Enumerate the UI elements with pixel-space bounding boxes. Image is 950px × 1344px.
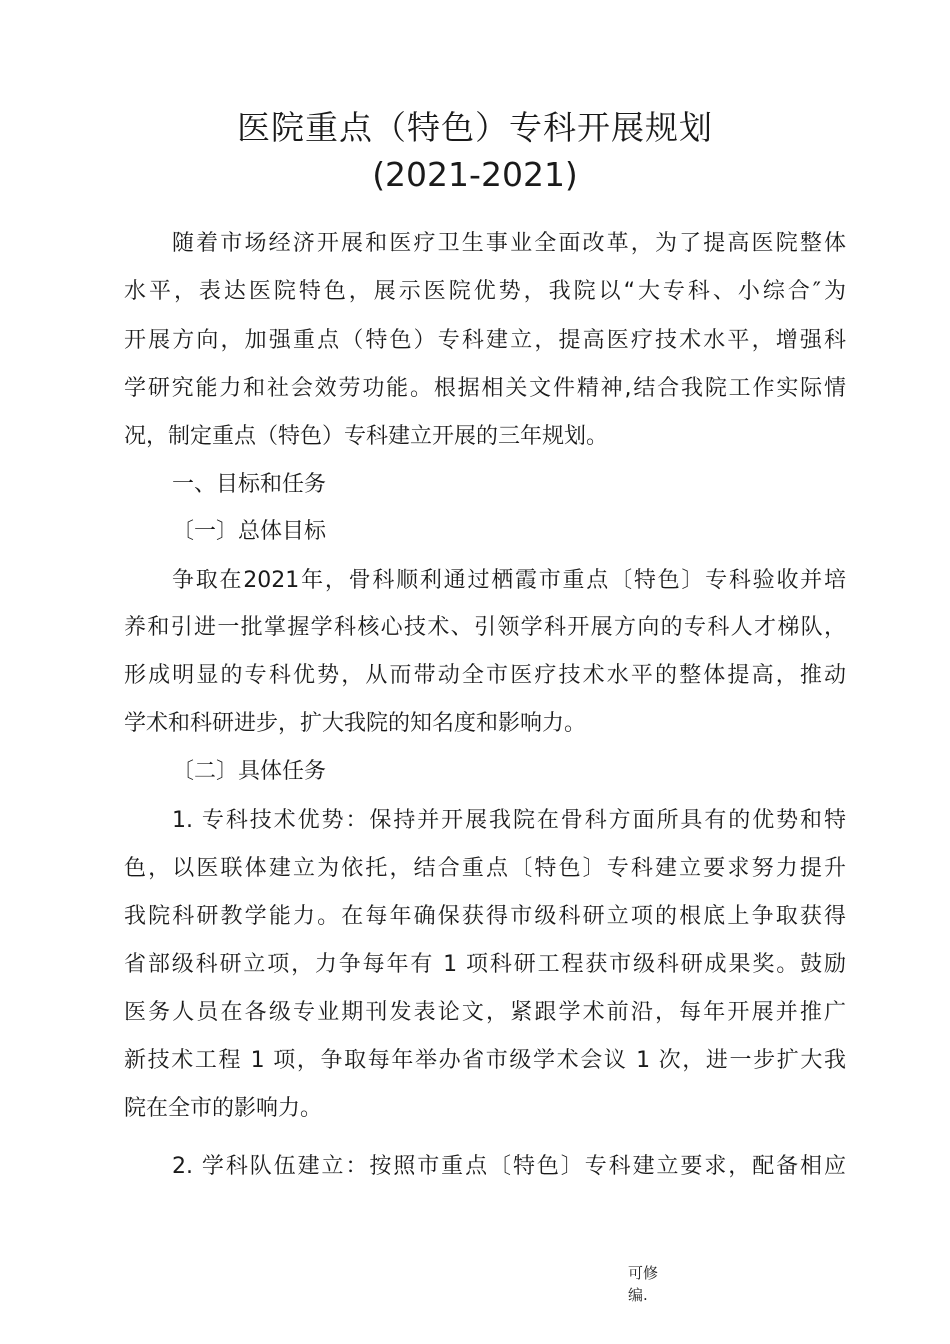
- footer-text-line1: 可修: [628, 1264, 659, 1282]
- footer-text-line2: 编.: [628, 1286, 648, 1304]
- paragraph-line: 况，制定重点（特色）专科建立开展的三年规划。: [124, 424, 609, 449]
- document-subtitle: (2021-2021): [372, 155, 578, 194]
- paragraph-line: 我院科研教学能力。在每年确保获得市级科研立项的根底上争取获得: [124, 904, 846, 929]
- paragraph-line: 水平，表达医院特色，展示医院优势，我院以“大专科、小综合″为: [124, 279, 846, 304]
- subsection-heading: 〔二〕具体任务: [172, 759, 327, 784]
- paragraph-line: 色，以医联体建立为依托，结合重点〔特色〕专科建立要求努力提升: [124, 856, 846, 881]
- paragraph-line: 开展方向，加强重点（特色）专科建立，提高医疗技术水平，增强科: [124, 328, 846, 353]
- section-heading: 一、目标和任务: [172, 472, 327, 497]
- paragraph-line: 学研究能力和社会效劳功能。根据相关文件精神,结合我院工作实际情: [124, 376, 846, 401]
- paragraph-line: 争取在2021年，骨科顺利通过栖霞市重点〔特色〕专科验收并培: [172, 568, 846, 593]
- paragraph-line: 养和引进一批掌握学科核心技术、引领学科开展方向的专科人才梯队，: [124, 615, 846, 640]
- paragraph-line: 形成明显的专科优势，从而带动全市医疗技术水平的整体提高，推动: [124, 663, 846, 688]
- paragraph-line: 院在全市的影响力。: [124, 1096, 323, 1121]
- paragraph-line: 随着市场经济开展和医疗卫生事业全面改革，为了提高医院整体: [172, 231, 846, 256]
- paragraph-line: 2. 学科队伍建立：按照市重点〔特色〕专科建立要求，配备相应: [172, 1154, 846, 1179]
- page-footer: [628, 1262, 658, 1306]
- paragraph-line: 医务人员在各级专业期刊发表论文，紧跟学术前沿，每年开展并推广: [124, 1000, 846, 1025]
- paragraph-line: 1. 专科技术优势：保持并开展我院在骨科方面所具有的优势和特: [172, 808, 846, 833]
- subsection-heading: 〔一〕总体目标: [172, 519, 327, 544]
- document-title: 医院重点（特色）专科开展规划: [237, 108, 713, 147]
- paragraph-line: 学术和科研进步，扩大我院的知名度和影响力。: [124, 711, 587, 736]
- paragraph-line: 新技术工程 1 项，争取每年举办省市级学术会议 1 次，进一步扩大我: [124, 1048, 846, 1073]
- paragraph-line: 省部级科研立项，力争每年有 1 项科研工程获市级科研成果奖。鼓励: [124, 952, 846, 977]
